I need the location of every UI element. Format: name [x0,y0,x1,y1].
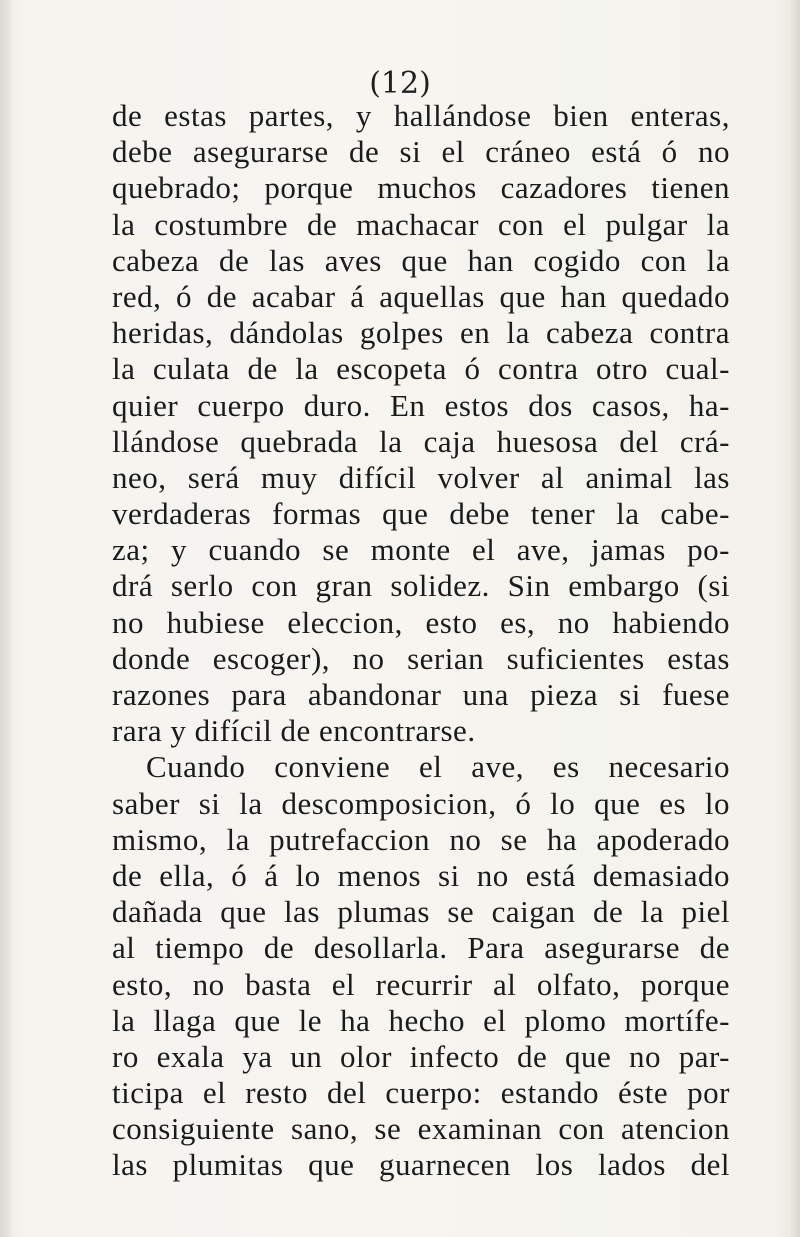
text-line: quier cuerpo duro. En estos dos casos, ha- [112,387,730,423]
text-line: rara y difícil de encontrarse. [112,713,476,749]
text-line: la costumbre de machacar con el pulgar la [112,206,730,242]
page-right-edge [788,0,800,1237]
text-line: neo, será muy difícil volver al animal las [112,459,730,495]
text-line: donde escoger), no serian suficientes estas [112,640,730,676]
text-line: las plumitas que guarnecen los lados del [112,1147,730,1183]
text-line: ticipa el resto del cuerpo: estando éste por [112,1075,730,1111]
text-line: saber si la descomposicion, ó lo que es lo [112,785,730,821]
text-line: consiguiente sano, se examinan con atencion [112,1111,730,1147]
text-line: la culata de la escopeta ó contra otro cual- [112,351,730,387]
text-line: cabeza de las aves que han cogido con la [112,242,730,278]
text-line: debe asegurarse de si el cráneo está ó no [112,134,730,170]
text-line: quebrado; porque muchos cazadores tienen [112,170,730,206]
text-line: Cuando conviene el ave, es necesario [146,749,730,785]
text-line: ro exala ya un olor infecto de que no par- [112,1038,730,1074]
text-line: verdaderas formas que debe tener la cabe- [112,496,730,532]
page-number: (12) [369,66,431,101]
text-line: razones para abandonar una pieza si fuese [112,677,730,712]
text-line: red, ó de acabar á aquellas que han quedado [112,278,730,314]
text-line: la llaga que le ha hecho el plomo mortífe- [112,1002,730,1038]
text-line: drá serlo con gran solidez. Sin embargo (si [112,568,730,604]
text-line: heridas, dándolas golpes en la cabeza contra [112,315,730,351]
text-line: de estas partes, y hallándose bien enteras, [112,98,730,133]
text-line: mismo, la putrefaccion no se ha apoderado [112,821,730,857]
text-line: al tiempo de desollarla. Para asegurarse de [112,930,730,966]
body-text [112,98,730,1184]
text-line: dañada que las plumas se caigan de la piel [112,894,730,930]
page-left-edge [0,0,12,1237]
text-line: no hubiese eleccion, esto es, no habiendo [112,604,730,640]
text-line: de ella, ó á lo menos si no está demasiado [112,857,730,893]
text-line: esto, no basta el recurrir al olfato, porque [112,966,730,1002]
text-line: za; y cuando se monte el ave, jamas po- [112,532,730,568]
text-line: llándose quebrada la caja huesosa del crá- [112,423,730,459]
